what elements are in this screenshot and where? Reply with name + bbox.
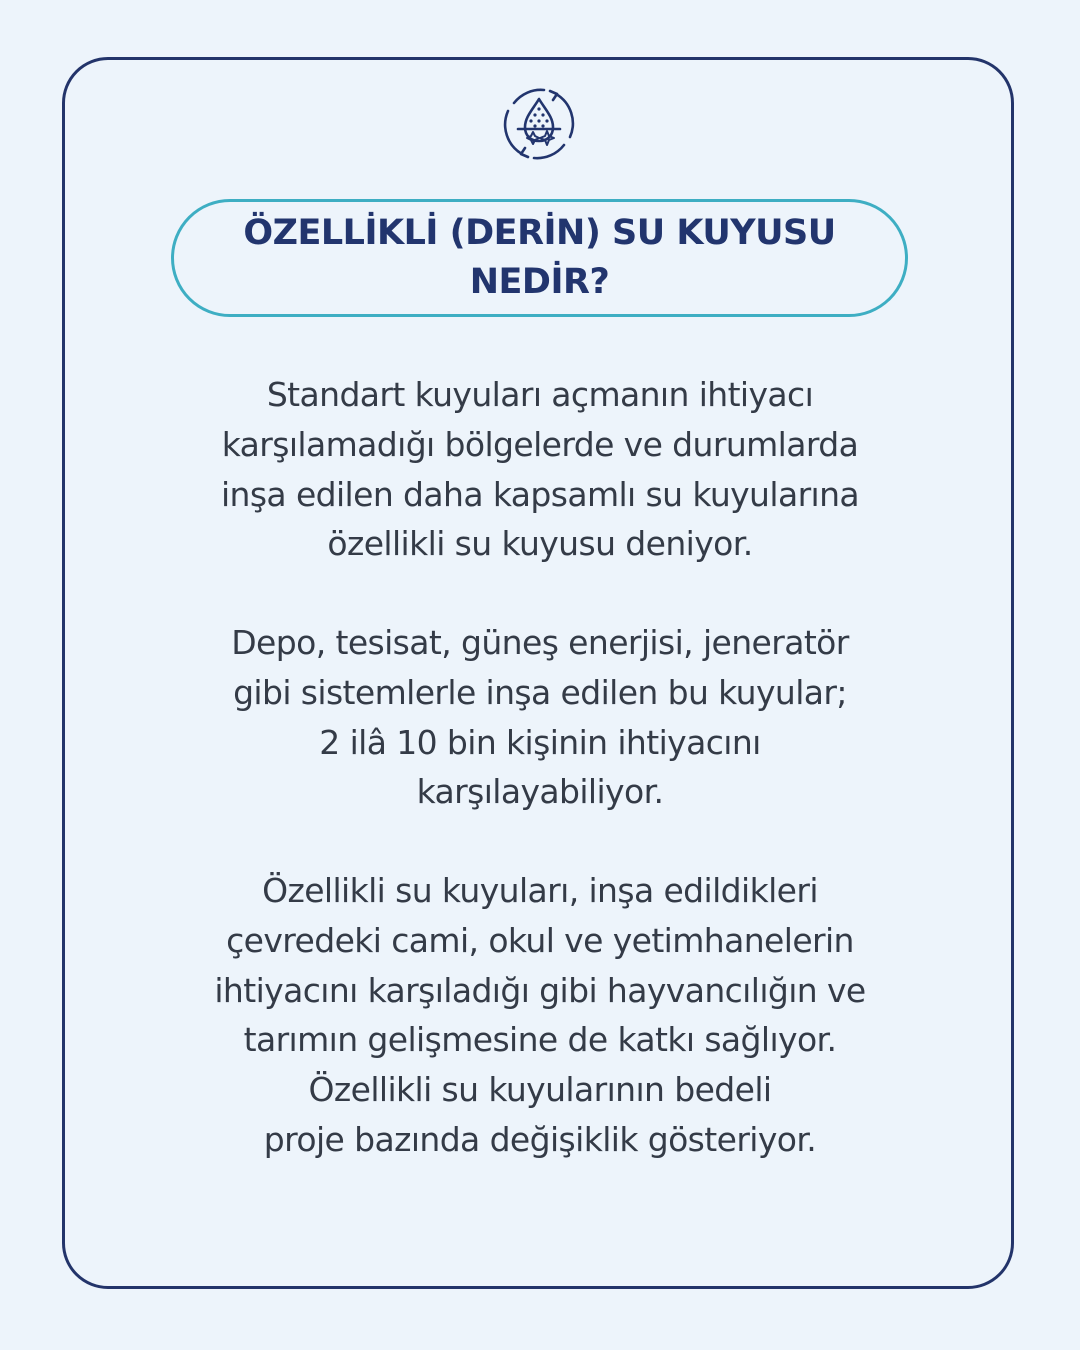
text-line: karşılamadığı bölgelerde ve durumlarda	[221, 424, 859, 464]
title-line: NEDİR?	[469, 262, 610, 302]
text-line: inşa edilen daha kapsamlı su kuyularına	[220, 474, 860, 514]
text-line: karşılayabiliyor.	[416, 772, 664, 812]
title-line: ÖZELLİKLİ (DERİN) SU KUYUSU	[243, 213, 836, 253]
text-line: Depo, tesisat, güneş enerjisi, jeneratör	[231, 623, 849, 662]
text-line: proje bazında değişiklik gösteriyor.	[263, 1119, 817, 1159]
text-line: çevredeki cami, okul ve yetimhanelerin	[226, 920, 854, 960]
text-line: tarımın gelişmesine de katkı sağlıyor.	[243, 1020, 837, 1060]
text-line: 2 ilâ 10 bin kişinin ihtiyacını	[319, 722, 761, 762]
text-line: gibi sistemlerle inşa edilen bu kuyular;	[233, 672, 847, 712]
page-title	[243, 209, 835, 307]
title-badge	[171, 199, 908, 317]
text-line: Özellikli su kuyuları, inşa edildikleri	[262, 871, 818, 910]
paragraph-benefits	[100, 866, 980, 1165]
text-line: Standart kuyuları açmanın ihtiyacı	[266, 375, 814, 414]
paragraph-systems	[100, 618, 980, 817]
paragraph-definition	[100, 370, 980, 569]
text-line: ihtiyacını karşıladığı gibi hayvancılığın ve	[214, 970, 866, 1010]
water-well-icon	[500, 85, 578, 163]
text-line: Özellikli su kuyularının bedeli	[308, 1070, 772, 1110]
text-line: özellikli su kuyusu deniyor.	[327, 524, 753, 564]
